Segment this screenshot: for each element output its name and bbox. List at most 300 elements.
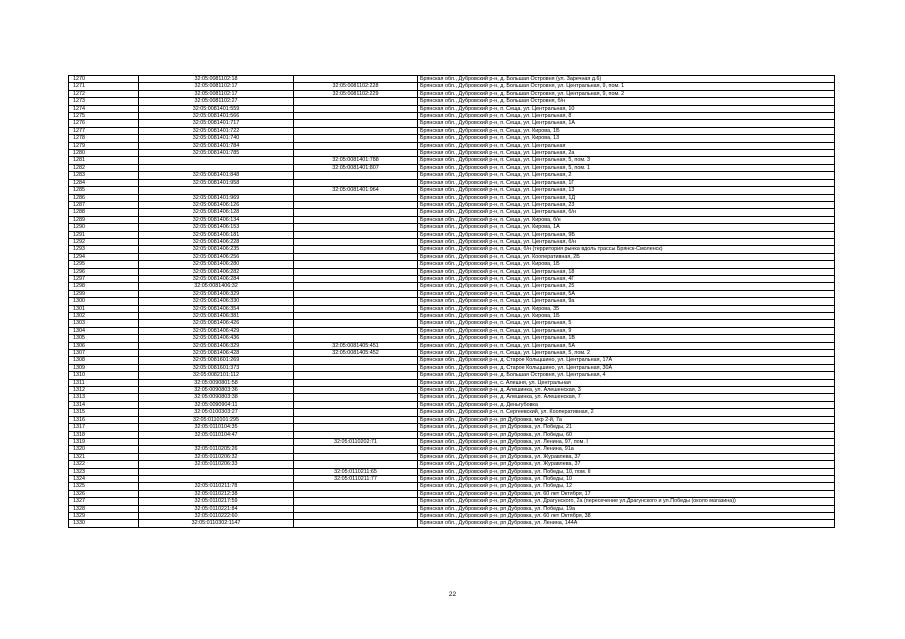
address-cell: Брянская обл., Дубровский р-н, д. Алешинка, ул. Алешенская, 7: [418, 394, 835, 401]
table-row: [69, 105, 835, 112]
land-cadastral-number-cell: 32:05:0081406:354: [139, 305, 294, 312]
address-cell: Брянская обл., Дубровский р-н, п. Сеща, ул. Центральная, 25: [418, 283, 835, 290]
address-cell: Брянская обл., Дубровский р-н, рп Дубровка, ул. Драгунского, 2а (пересечение ул.Драгунского и ул.Победы (около магазина)): [418, 498, 835, 505]
table-row: [69, 490, 835, 497]
table-row: [69, 320, 835, 327]
land-cadastral-number-cell: 32:05:0090904:11: [139, 401, 294, 408]
object-cadastral-number-cell: 32:05:0081401:964: [294, 187, 418, 194]
table-row: [69, 76, 835, 83]
row-number-cell: 1322: [69, 461, 139, 468]
land-cadastral-number-cell: [139, 475, 294, 482]
object-cadastral-number-cell: 32:05:0081401:807: [294, 164, 418, 171]
object-cadastral-number-cell: [294, 113, 418, 120]
table-row: [69, 401, 835, 408]
address-cell: Брянская обл., Дубровский р-н, п. Сеща, ул. Центральная, 1Д: [418, 194, 835, 201]
object-cadastral-number-cell: [294, 120, 418, 127]
row-number-cell: 1309: [69, 364, 139, 371]
table-row: [69, 83, 835, 90]
table-row: [69, 350, 835, 357]
address-cell: Брянская обл., Дубровский р-н, д. Большая Островня (ул. Заречная д.6): [418, 76, 835, 83]
row-number-cell: 1270: [69, 76, 139, 83]
address-cell: Брянская обл., Дубровский р-н, п. Сеща, ул. Центральная, 2а: [418, 150, 835, 157]
row-number-cell: 1273: [69, 98, 139, 105]
land-cadastral-number-cell: 32:05:0081406:228: [139, 238, 294, 245]
land-cadastral-number-cell: 32:05:0090803:38: [139, 394, 294, 401]
object-cadastral-number-cell: [294, 201, 418, 208]
land-cadastral-number-cell: 32:05:0081102:17: [139, 83, 294, 90]
object-cadastral-number-cell: [294, 142, 418, 149]
row-number-cell: 1323: [69, 468, 139, 475]
object-cadastral-number-cell: [294, 335, 418, 342]
address-cell: Брянская обл., Дубровский р-н, рп Дубровка, ул. Журавлева, 37: [418, 453, 835, 460]
object-cadastral-number-cell: [294, 512, 418, 519]
table-row: [69, 424, 835, 431]
land-cadastral-number-cell: 32:05:0081406:436: [139, 335, 294, 342]
object-cadastral-number-cell: [294, 520, 418, 527]
table-row: [69, 461, 835, 468]
address-cell: Брянская обл., Дубровский р-н, п. Сеща, ул. Центральная, 2: [418, 172, 835, 179]
table-row: [69, 201, 835, 208]
row-number-cell: 1297: [69, 275, 139, 282]
land-cadastral-number-cell: 32:05:0081401:722: [139, 127, 294, 134]
object-cadastral-number-cell: [294, 105, 418, 112]
land-cadastral-number-cell: 32:05:0110206:32: [139, 453, 294, 460]
land-cadastral-number-cell: [139, 438, 294, 445]
table-row: [69, 290, 835, 297]
table-row: [69, 335, 835, 342]
land-cadastral-number-cell: 32:05:0110217:59: [139, 498, 294, 505]
land-cadastral-number-cell: 32:05:0081601:373: [139, 364, 294, 371]
address-cell: Брянская обл., Дубровский р-н, п. Сеща, ул. Центральная, 18: [418, 268, 835, 275]
object-cadastral-number-cell: [294, 490, 418, 497]
object-cadastral-number-cell: [294, 216, 418, 223]
address-cell: Брянская обл., Дубровский р-н, п. Сеща, б/н (территория рынка вдоль трассы Брянск-Смоленск): [418, 246, 835, 253]
row-number-cell: 1272: [69, 90, 139, 97]
land-cadastral-number-cell: 32:05:0081406:32: [139, 283, 294, 290]
object-cadastral-number-cell: [294, 424, 418, 431]
table-row: [69, 372, 835, 379]
row-number-cell: 1299: [69, 290, 139, 297]
object-cadastral-number-cell: 32:05:0081401:788: [294, 157, 418, 164]
object-cadastral-number-cell: [294, 357, 418, 364]
object-cadastral-number-cell: [294, 290, 418, 297]
address-cell: Брянская обл., Дубровский р-н, п. Сеща, ул. Центральная, 10: [418, 105, 835, 112]
row-number-cell: 1311: [69, 379, 139, 386]
table-row: [69, 357, 835, 364]
address-cell: Брянская обл., Дубровский р-н, п. Сеща, ул. Центральная, 5, пом. 2: [418, 350, 835, 357]
object-cadastral-number-cell: [294, 313, 418, 320]
row-number-cell: 1274: [69, 105, 139, 112]
address-cell: Брянская обл., Дубровский р-н, рп Дубровка, ул. Ленина, 97, пом. I: [418, 438, 835, 445]
land-cadastral-number-cell: 32:05:0081406:181: [139, 231, 294, 238]
row-number-cell: 1310: [69, 372, 139, 379]
land-cadastral-number-cell: 32:05:0081406:381: [139, 313, 294, 320]
table-row: [69, 261, 835, 268]
land-cadastral-number-cell: 32:05:0081401:740: [139, 135, 294, 142]
land-cadastral-number-cell: [139, 164, 294, 171]
address-cell: Брянская обл., Дубровский р-н, п. Сеща, ул. Центральная, 8: [418, 113, 835, 120]
address-cell: Брянская обл., Дубровский р-н, п. Сеща, ул. Центральная, б/н: [418, 209, 835, 216]
address-cell: Брянская обл., Дубровский р-н, п. Сеща, ул. Кирова, 1Б: [418, 127, 835, 134]
land-cadastral-number-cell: 32:05:0081406:126: [139, 201, 294, 208]
table-row: [69, 275, 835, 282]
table-row: [69, 475, 835, 482]
object-cadastral-number-cell: [294, 461, 418, 468]
address-cell: Брянская обл., Дубровский р-н, рп Дубровка, мкр 2-й, 7а: [418, 416, 835, 423]
address-cell: Брянская обл., Дубровский р-н, п. Сеща, ул. Центральная, 1А: [418, 120, 835, 127]
object-cadastral-number-cell: [294, 409, 418, 416]
address-cell: Брянская обл., Дубровский р-н, рп Дубровка, ул. Ленина, 91а: [418, 446, 835, 453]
table-row: [69, 483, 835, 490]
address-cell: Брянская обл., Дубровский р-н, рп Дубровка, ул. Победы, 19а: [418, 505, 835, 512]
table-row: [69, 224, 835, 231]
land-cadastral-number-cell: 32:05:0090801:58: [139, 379, 294, 386]
land-cadastral-number-cell: 32:05:0110206:33: [139, 461, 294, 468]
address-cell: Брянская обл., Дубровский р-н, рп Дубровка, ул. Журавлева, 37: [418, 461, 835, 468]
table-row: [69, 179, 835, 186]
land-cadastral-number-cell: 32:05:0081406:282: [139, 268, 294, 275]
table-row: [69, 268, 835, 275]
address-cell: Брянская обл., Дубровский р-н, рп Дубровка, ул. Победы, 10: [418, 475, 835, 482]
land-cadastral-number-cell: [139, 157, 294, 164]
row-number-cell: 1286: [69, 194, 139, 201]
table-row: [69, 172, 835, 179]
table-row: [69, 409, 835, 416]
address-cell: Брянская обл., Дубровский р-н, п. Сергеевский, ул. Кооперативная, 2: [418, 409, 835, 416]
object-cadastral-number-cell: 32:05:0110211:65: [294, 468, 418, 475]
land-cadastral-number-cell: 32:05:0081406:426: [139, 320, 294, 327]
row-number-cell: 1276: [69, 120, 139, 127]
table-row: [69, 164, 835, 171]
object-cadastral-number-cell: 32:05:0081102:228: [294, 83, 418, 90]
row-number-cell: 1327: [69, 498, 139, 505]
land-cadastral-number-cell: 32:05:0081401:566: [139, 113, 294, 120]
object-cadastral-number-cell: [294, 135, 418, 142]
table-row: [69, 438, 835, 445]
object-cadastral-number-cell: [294, 76, 418, 83]
row-number-cell: 1319: [69, 438, 139, 445]
table-row: [69, 187, 835, 194]
object-cadastral-number-cell: 32:05:0081405:451: [294, 342, 418, 349]
object-cadastral-number-cell: [294, 364, 418, 371]
table-row: [69, 253, 835, 260]
object-cadastral-number-cell: [294, 379, 418, 386]
table-row: [69, 150, 835, 157]
row-number-cell: 1291: [69, 231, 139, 238]
row-number-cell: 1275: [69, 113, 139, 120]
row-number-cell: 1277: [69, 127, 139, 134]
land-cadastral-number-cell: 32:05:0081406:329: [139, 342, 294, 349]
table-row: [69, 246, 835, 253]
address-cell: Брянская обл., Дубровский р-н, д. Большая Островня, ул. Центральная, 9, пом. 1: [418, 83, 835, 90]
table-row: [69, 238, 835, 245]
object-cadastral-number-cell: [294, 261, 418, 268]
land-cadastral-number-cell: 32:05:0081401:785: [139, 150, 294, 157]
address-cell: Брянская обл., Дубровский р-н, п. Сеща, ул. Центральная, 5, пом. 1: [418, 164, 835, 171]
address-cell: Брянская обл., Дубровский р-н, п. Сеща, ул. Центральная, б/н: [418, 238, 835, 245]
land-cadastral-number-cell: 32:05:0110205:26: [139, 446, 294, 453]
row-number-cell: 1283: [69, 172, 139, 179]
address-cell: Брянская обл., Дубровский р-н, д. Старое Кольцшино, ул. Центральная, 30А: [418, 364, 835, 371]
address-cell: Брянская обл., Дубровский р-н, п. Сеща, ул. Центральная, 1В: [418, 335, 835, 342]
row-number-cell: 1292: [69, 238, 139, 245]
object-cadastral-number-cell: [294, 209, 418, 216]
address-cell: Брянская обл., Дубровский р-н, п. Сеща, ул. Центральная, 9Б: [418, 231, 835, 238]
table-row: [69, 157, 835, 164]
table-row: [69, 120, 835, 127]
row-number-cell: 1315: [69, 409, 139, 416]
address-cell: Брянская обл., Дубровский р-н, п. Сеща, ул. Кирова, 13: [418, 135, 835, 142]
row-number-cell: 1290: [69, 224, 139, 231]
row-number-cell: 1296: [69, 268, 139, 275]
land-cadastral-number-cell: 32:05:0081406:429: [139, 327, 294, 334]
land-cadastral-number-cell: 32:05:0081102:18: [139, 76, 294, 83]
registry-table-body: [69, 76, 835, 528]
row-number-cell: 1312: [69, 387, 139, 394]
land-cadastral-number-cell: 32:05:0081401:717: [139, 120, 294, 127]
row-number-cell: 1301: [69, 305, 139, 312]
table-row: [69, 209, 835, 216]
address-cell: Брянская обл., Дубровский р-н, с. Алешня, ул. Центральная: [418, 379, 835, 386]
table-row: [69, 387, 835, 394]
row-number-cell: 1308: [69, 357, 139, 364]
registry-table: [68, 75, 835, 528]
object-cadastral-number-cell: [294, 253, 418, 260]
row-number-cell: 1281: [69, 157, 139, 164]
object-cadastral-number-cell: [294, 231, 418, 238]
object-cadastral-number-cell: 32:05:0110211:77: [294, 475, 418, 482]
land-cadastral-number-cell: 32:05:0081406:280: [139, 261, 294, 268]
object-cadastral-number-cell: [294, 320, 418, 327]
land-cadastral-number-cell: 32:05:0081401:848: [139, 172, 294, 179]
row-number-cell: 1287: [69, 201, 139, 208]
address-cell: Брянская обл., Дубровский р-н, п. Сеща, ул. Центральная, 9: [418, 327, 835, 334]
land-cadastral-number-cell: 32:05:0081406:134: [139, 216, 294, 223]
table-row: [69, 216, 835, 223]
row-number-cell: 1302: [69, 313, 139, 320]
row-number-cell: 1304: [69, 327, 139, 334]
row-number-cell: 1316: [69, 416, 139, 423]
address-cell: Брянская обл., Дубровский р-н, рп Дубровка, ул. 60 лет Октября, 17: [418, 490, 835, 497]
address-cell: Брянская обл., Дубровский р-н, рп Дубровка, ул. 60 лет Октября, 38: [418, 512, 835, 519]
page-number: 22: [448, 591, 457, 598]
address-cell: Брянская обл., Дубровский р-н, п. Сеща, ул. Центральная, 5А: [418, 342, 835, 349]
land-cadastral-number-cell: 32:05:0081406:330: [139, 298, 294, 305]
table-row: [69, 313, 835, 320]
table-row: [69, 298, 835, 305]
table-row: [69, 512, 835, 519]
land-cadastral-number-cell: 32:05:0081401:559: [139, 105, 294, 112]
object-cadastral-number-cell: [294, 283, 418, 290]
row-number-cell: 1280: [69, 150, 139, 157]
address-cell: Брянская обл., Дубровский р-н, рп Дубровка, ул. Победы, 12: [418, 483, 835, 490]
address-cell: Брянская обл., Дубровский р-н, п. Сеща, ул. Центральная, 5: [418, 320, 835, 327]
land-cadastral-number-cell: 32:05:0110211:78: [139, 483, 294, 490]
object-cadastral-number-cell: [294, 179, 418, 186]
table-row: [69, 113, 835, 120]
land-cadastral-number-cell: 32:05:0081401:969: [139, 194, 294, 201]
row-number-cell: 1305: [69, 335, 139, 342]
address-cell: Брянская обл., Дубровский р-н, п. Сеща, ул. Центральная, 1Г: [418, 179, 835, 186]
table-row: [69, 327, 835, 334]
table-row: [69, 142, 835, 149]
row-number-cell: 1282: [69, 164, 139, 171]
table-row: [69, 431, 835, 438]
object-cadastral-number-cell: [294, 150, 418, 157]
row-number-cell: 1298: [69, 283, 139, 290]
address-cell: Брянская обл., Дубровский р-н, рп Дубровка, ул. Победы, 60: [418, 431, 835, 438]
row-number-cell: 1313: [69, 394, 139, 401]
object-cadastral-number-cell: [294, 275, 418, 282]
address-cell: Брянская обл., Дубровский р-н, п. Сеща, ул. Центральная, 23: [418, 201, 835, 208]
object-cadastral-number-cell: [294, 446, 418, 453]
table-row: [69, 520, 835, 527]
land-cadastral-number-cell: 32:05:0081406:128: [139, 209, 294, 216]
land-cadastral-number-cell: 32:05:0110101:295: [139, 416, 294, 423]
table-row: [69, 416, 835, 423]
land-cadastral-number-cell: 32:05:0081601:269: [139, 357, 294, 364]
land-cadastral-number-cell: 32:05:0081406:329: [139, 290, 294, 297]
land-cadastral-number-cell: 32:05:0081401:784: [139, 142, 294, 149]
address-cell: Брянская обл., Дубровский р-н, п. Сеща, ул. Кирова, 35: [418, 305, 835, 312]
object-cadastral-number-cell: [294, 194, 418, 201]
object-cadastral-number-cell: [294, 416, 418, 423]
address-cell: Брянская обл., Дубровский р-н, п. Сеща, ул. Центральная: [418, 142, 835, 149]
row-number-cell: 1279: [69, 142, 139, 149]
row-number-cell: 1303: [69, 320, 139, 327]
object-cadastral-number-cell: [294, 483, 418, 490]
land-cadastral-number-cell: 32:05:0082101:112: [139, 372, 294, 379]
object-cadastral-number-cell: [294, 98, 418, 105]
table-row: [69, 453, 835, 460]
object-cadastral-number-cell: [294, 372, 418, 379]
object-cadastral-number-cell: [294, 387, 418, 394]
object-cadastral-number-cell: 32:05:0081102:229: [294, 90, 418, 97]
object-cadastral-number-cell: 32:05:0081405:452: [294, 350, 418, 357]
land-cadastral-number-cell: 32:05:0081406:428: [139, 350, 294, 357]
row-number-cell: 1318: [69, 431, 139, 438]
object-cadastral-number-cell: [294, 268, 418, 275]
object-cadastral-number-cell: [294, 431, 418, 438]
table-row: [69, 90, 835, 97]
land-cadastral-number-cell: 32:05:0081102:27: [139, 98, 294, 105]
object-cadastral-number-cell: [294, 305, 418, 312]
address-cell: Брянская обл., Дубровский р-н, п. Сеща, ул. Центральная, 5, пом. 3: [418, 157, 835, 164]
address-cell: Брянская обл., Дубровский р-н, д. Алешинка, ул. Алешенская, 3: [418, 387, 835, 394]
row-number-cell: 1295: [69, 261, 139, 268]
land-cadastral-number-cell: 32:05:0110222:60: [139, 512, 294, 519]
address-cell: Брянская обл., Дубровский р-н, д. Большая Островня, б/н: [418, 98, 835, 105]
object-cadastral-number-cell: [294, 238, 418, 245]
row-number-cell: 1306: [69, 342, 139, 349]
row-number-cell: 1328: [69, 505, 139, 512]
land-cadastral-number-cell: 32:05:0081406:256: [139, 253, 294, 260]
table-row: [69, 394, 835, 401]
address-cell: Брянская обл., Дубровский р-н, п. Сеща, ул. Центральная, 5А: [418, 290, 835, 297]
land-cadastral-number-cell: [139, 187, 294, 194]
address-cell: Брянская обл., Дубровский р-н, п. Сеща, ул. Центральная, 4Г: [418, 275, 835, 282]
object-cadastral-number-cell: [294, 505, 418, 512]
table-row: [69, 98, 835, 105]
address-cell: Брянская обл., Дубровский р-н, п. Сеща, ул. Кирова, 1Б: [418, 261, 835, 268]
object-cadastral-number-cell: [294, 327, 418, 334]
row-number-cell: 1326: [69, 490, 139, 497]
land-cadastral-number-cell: 32:05:0100303:27: [139, 409, 294, 416]
table-row: [69, 231, 835, 238]
table-row: [69, 468, 835, 475]
address-cell: Брянская обл., Дубровский р-н, д. Старое Кольцшино, ул. Центральная, 17А: [418, 357, 835, 364]
table-row: [69, 194, 835, 201]
row-number-cell: 1330: [69, 520, 139, 527]
address-cell: Брянская обл., Дубровский р-н, д. Большая Островня, ул. Центральная, 9, пом. 2: [418, 90, 835, 97]
address-cell: Брянская обл., Дубровский р-н, п. Сеща, ул. Кирова, б/н: [418, 216, 835, 223]
address-cell: Брянская обл., Дубровский р-н, п. Сеща, ул. Центральная, 13: [418, 187, 835, 194]
land-cadastral-number-cell: 32:05:0081401:958: [139, 179, 294, 186]
land-cadastral-number-cell: 32:05:0090803:36: [139, 387, 294, 394]
land-cadastral-number-cell: 32:05:0081406:153: [139, 224, 294, 231]
table-row: [69, 342, 835, 349]
row-number-cell: 1293: [69, 246, 139, 253]
object-cadastral-number-cell: [294, 172, 418, 179]
address-cell: Брянская обл., Дубровский р-н, рп Дубровка, ул. Ленина, 144А: [418, 520, 835, 527]
land-cadastral-number-cell: [139, 468, 294, 475]
row-number-cell: 1300: [69, 298, 139, 305]
row-number-cell: 1271: [69, 83, 139, 90]
table-row: [69, 305, 835, 312]
table-row: [69, 135, 835, 142]
address-cell: Брянская обл., Дубровский р-н, рп Дубровка, ул. Победы, 21: [418, 424, 835, 431]
table-row: [69, 364, 835, 371]
land-cadastral-number-cell: 32:05:0110104:47: [139, 431, 294, 438]
row-number-cell: 1288: [69, 209, 139, 216]
object-cadastral-number-cell: [294, 498, 418, 505]
row-number-cell: 1324: [69, 475, 139, 482]
table-row: [69, 446, 835, 453]
land-cadastral-number-cell: 32:05:0110302:1147: [139, 520, 294, 527]
address-cell: Брянская обл., Дубровский р-н, рп Дубровка, ул. Победы, 10, пом. II: [418, 468, 835, 475]
row-number-cell: 1294: [69, 253, 139, 260]
object-cadastral-number-cell: [294, 298, 418, 305]
land-cadastral-number-cell: 32:05:0110212:38: [139, 490, 294, 497]
address-cell: Брянская обл., Дубровский р-н, п. Сеща, ул. Кооперативная, 2Б: [418, 253, 835, 260]
land-cadastral-number-cell: 32:05:0081102:17: [139, 90, 294, 97]
row-number-cell: 1307: [69, 350, 139, 357]
object-cadastral-number-cell: [294, 246, 418, 253]
address-cell: Брянская обл., Дубровский р-н, д. Большая Островня, ул. Центральная, 4: [418, 372, 835, 379]
table-row: [69, 127, 835, 134]
object-cadastral-number-cell: [294, 127, 418, 134]
row-number-cell: 1285: [69, 187, 139, 194]
object-cadastral-number-cell: [294, 394, 418, 401]
row-number-cell: 1329: [69, 512, 139, 519]
table-row: [69, 379, 835, 386]
table-row: [69, 283, 835, 290]
land-cadastral-number-cell: 32:05:0081406:284: [139, 275, 294, 282]
table-row: [69, 498, 835, 505]
object-cadastral-number-cell: 32:05:0110202:71: [294, 438, 418, 445]
address-cell: Брянская обл., Дубровский р-н, п. Сеща, ул. Центральная, 9а: [418, 298, 835, 305]
land-cadastral-number-cell: 32:05:0081406:235: [139, 246, 294, 253]
row-number-cell: 1284: [69, 179, 139, 186]
land-cadastral-number-cell: 32:05:0110104:35: [139, 424, 294, 431]
row-number-cell: 1317: [69, 424, 139, 431]
table-row: [69, 505, 835, 512]
row-number-cell: 1321: [69, 453, 139, 460]
row-number-cell: 1289: [69, 216, 139, 223]
address-cell: Брянская обл., Дубровский р-н, п. Сеща, ул. Кирова, 1А: [418, 224, 835, 231]
address-cell: Брянская обл., Дубровский р-н, п. Сеща, ул. Кирова, 1Б: [418, 313, 835, 320]
row-number-cell: 1320: [69, 446, 139, 453]
